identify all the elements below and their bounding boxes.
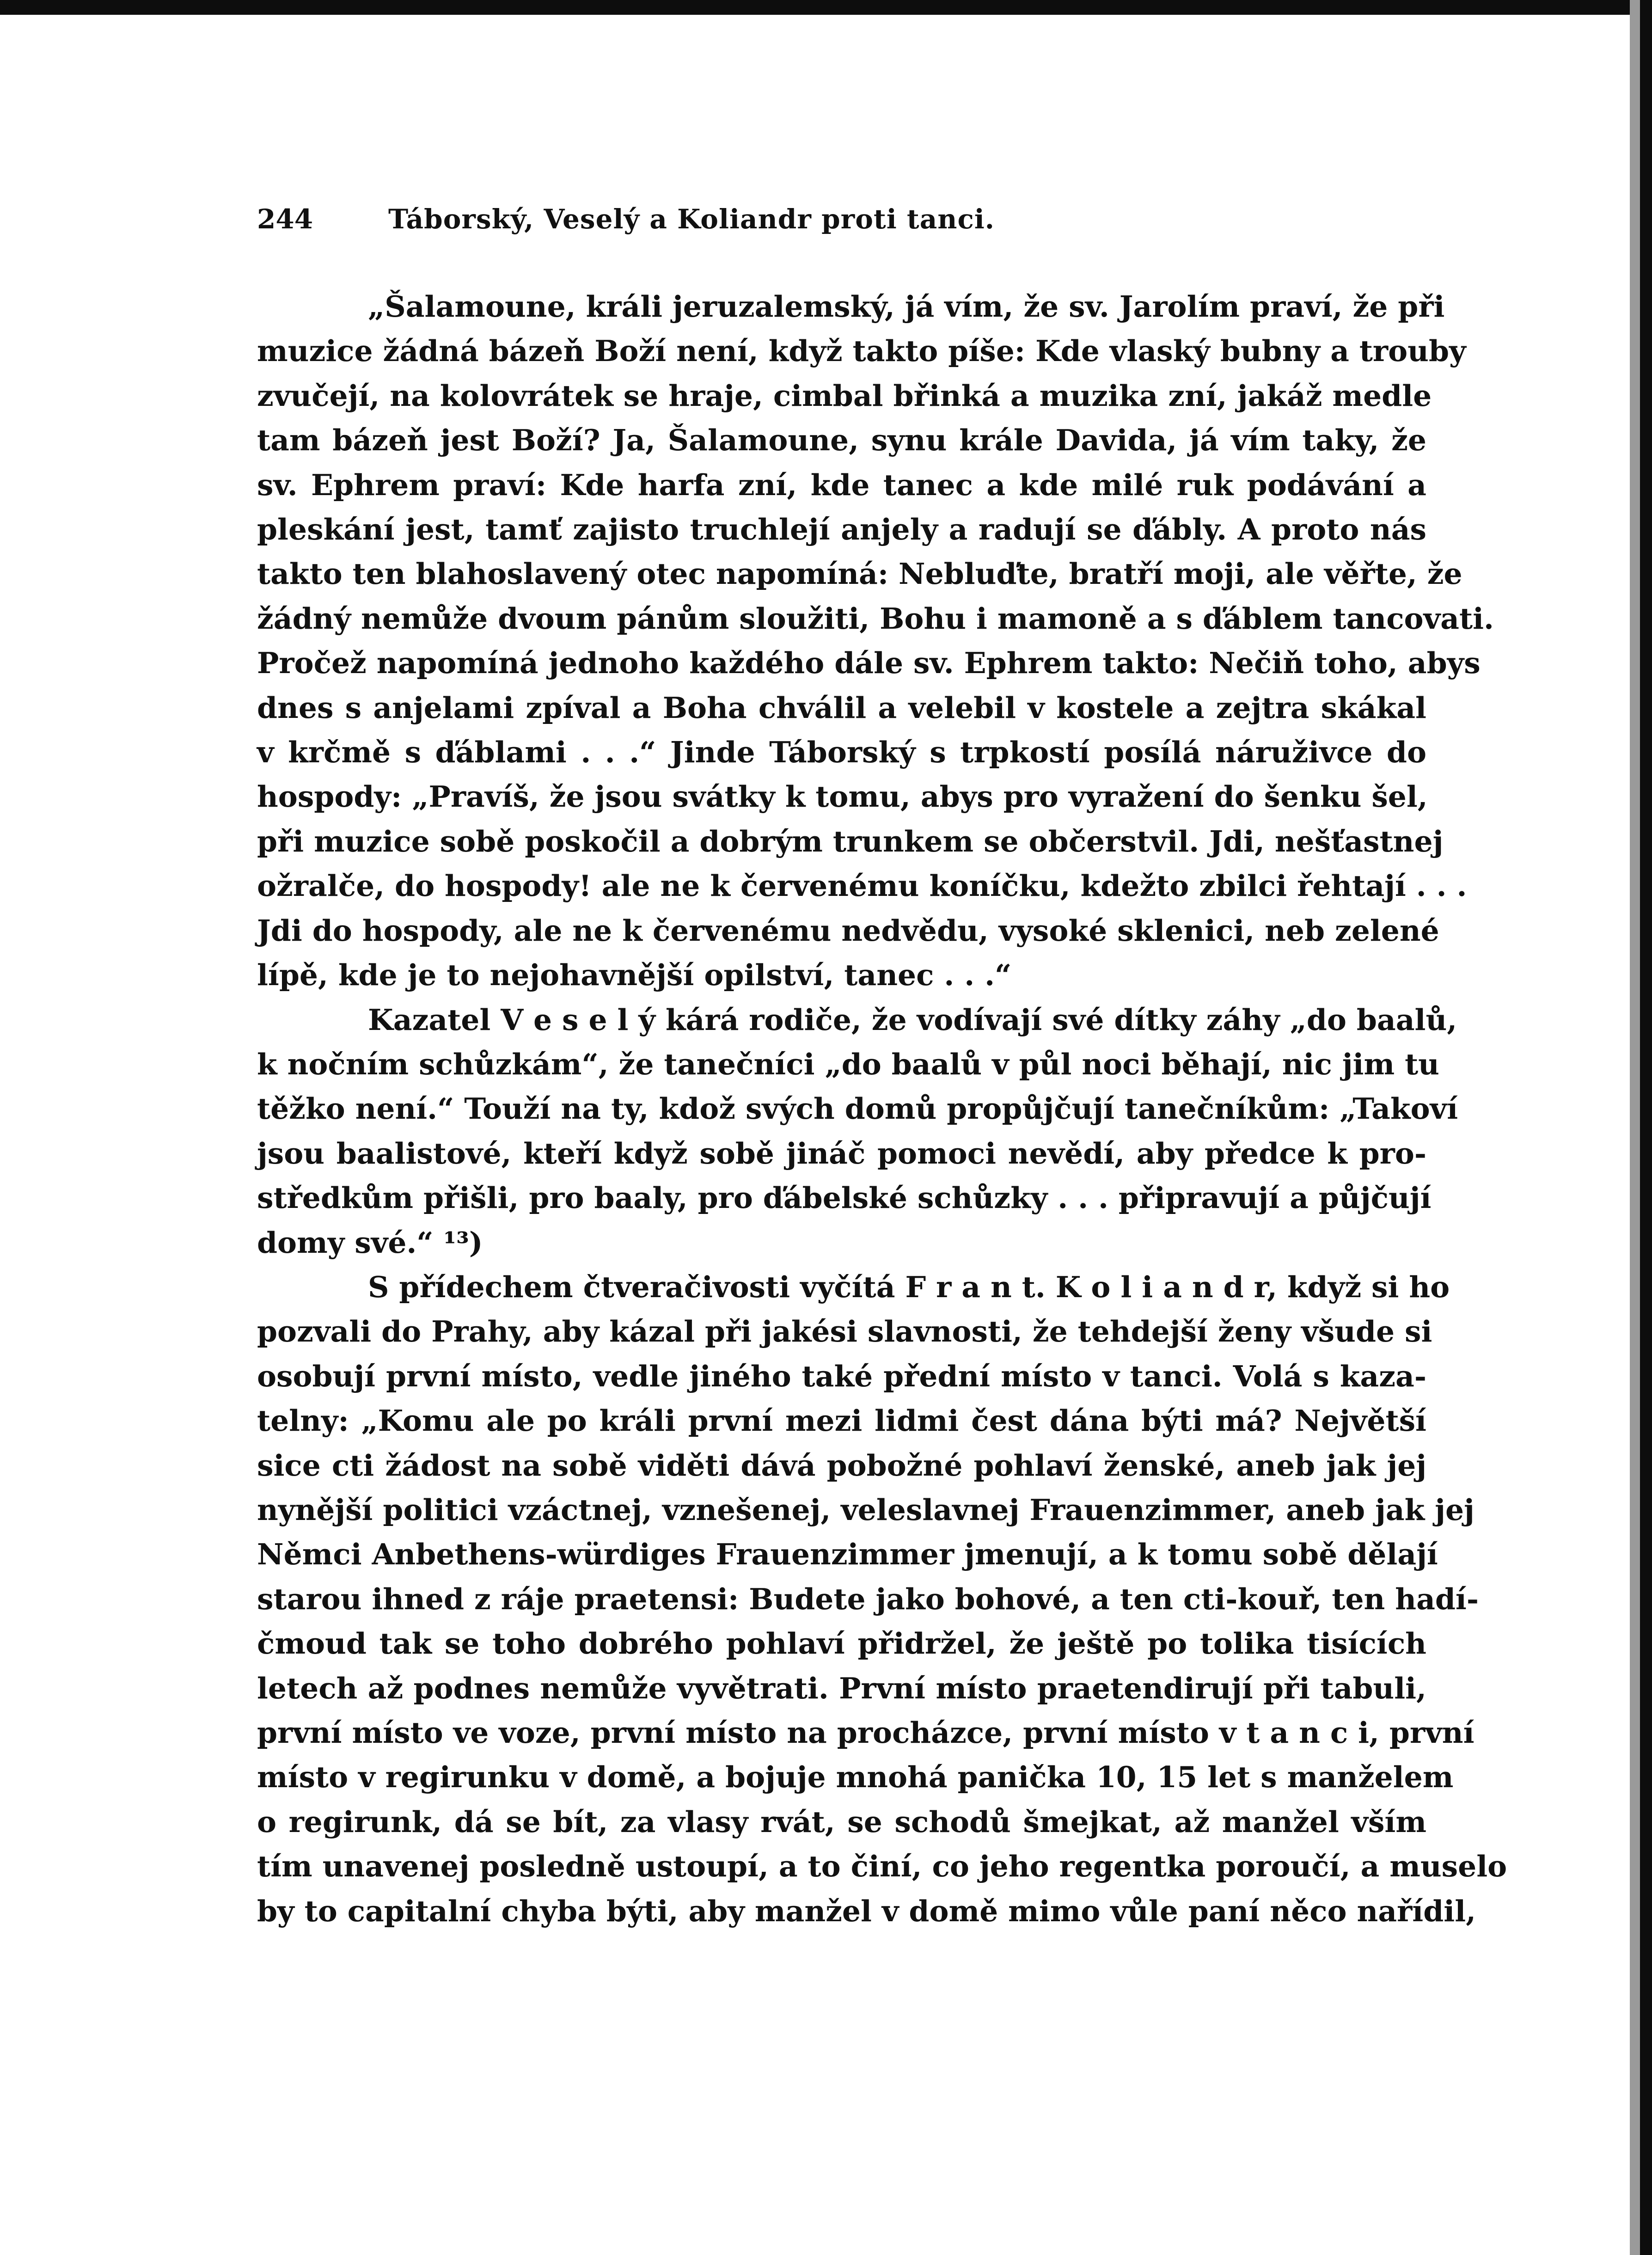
paragraph: [257, 284, 1494, 998]
text-line: o regirunk, dá se bít, za vlasy rvát, se schodů šmejkat, až manžel vším: [257, 1804, 1426, 1839]
text-line: první místo ve voze, první místo na procházce, první místo v t a n c i, první: [257, 1716, 1475, 1750]
text-line: osobují první místo, vedle jiného také přední místo v tanci. Volá s kaza-: [257, 1359, 1426, 1393]
text-line: hospody: „Pravíš, že jsou svátky k tomu, abys pro vyražení do šenku šel,: [257, 779, 1428, 814]
scan-edge-right: [1640, 0, 1652, 2255]
scan-edge-top: [0, 0, 1652, 15]
text-line: domy své.“ ¹³): [257, 1225, 483, 1260]
text-line: „Šalamoune, králi jeruzalemský, já vím, že sv. Jarolím praví, že při: [368, 289, 1445, 324]
text-line: čmoud tak se toho dobrého pohlaví přidržel, že ještě po tolika tisících: [257, 1626, 1426, 1661]
text-line: Pročež napomíná jednoho každého dále sv. Ephrem takto: Nečiň toho, abys: [257, 646, 1481, 680]
text-line: žádný nemůže dvoum pánům sloužiti, Bohu i mamoně a s ďáblem tancovati.: [257, 601, 1494, 636]
text-line: středkům přišli, pro baaly, pro ďábelské schůzky . . . připravují a půjčují: [257, 1181, 1432, 1215]
text-line: Kazatel V e s e l ý kárá rodiče, že vodívají své dítky záhy „do baalů,: [368, 1002, 1457, 1037]
text-line: tam bázeň jest Boží? Ja, Šalamoune, synu krále Davida, já vím taky, že: [257, 423, 1426, 458]
text-line: nynější politici vzáctnej, vznešenej, veleslavnej Frauenzimmer, aneb jak jej: [257, 1492, 1475, 1527]
text-line: telny: „Komu ale po králi první mezi lidmi čest dána býti má? Největší: [257, 1403, 1426, 1438]
body-text: [257, 284, 1507, 1933]
page-number: 244: [257, 203, 313, 235]
text-line: S přídechem čtveračivosti vyčítá F r a n t. K o l i a n d r, když si ho: [368, 1269, 1450, 1304]
text-line: těžko není.“ Touží na ty, kdož svých domů propůjčují tanečníkům: „Takoví: [257, 1091, 1458, 1126]
text-line: pleskání jest, tamť zajisto truchlejí anjely a radují se ďábly. A proto nás: [257, 512, 1426, 547]
text-line: dnes s anjelami zpíval a Boha chválil a velebil v kostele a zejtra skákal: [257, 690, 1426, 725]
text-line: lípě, kde je to nejohavnější opilství, tanec . . .“: [257, 958, 1012, 993]
text-line: Jdi do hospody, ale ne k červenému nedvědu, vysoké sklenici, neb zelené: [257, 913, 1439, 948]
paragraph: [257, 1265, 1507, 1933]
page-header: [257, 203, 1126, 240]
text-line: v krčmě s ďáblami . . .“ Jinde Táborský s trpkostí posílá náruživce do: [257, 735, 1426, 770]
text-line: ožralče, do hospody! ale ne k červenému koníčku, kdežto zbilci řehtají . . .: [257, 869, 1467, 903]
text-line: zvučejí, na kolovrátek se hraje, cimbal břinká a muzika zní, jakáž medle: [257, 378, 1432, 413]
text-line: by to capitalní chyba býti, aby manžel v domě mimo vůle paní něco nařídil,: [257, 1893, 1476, 1928]
text-line: tím unavenej posledně ustoupí, a to činí, co jeho regentka poroučí, a muselo: [257, 1849, 1507, 1884]
text-line: sv. Ephrem praví: Kde harfa zní, kde tanec a kde milé ruk podávání a: [257, 467, 1426, 502]
paragraph: [257, 998, 1458, 1265]
text-line: k nočním schůzkám“, že tanečníci „do baalů v půl noci běhají, nic jim tu: [257, 1047, 1439, 1081]
text-line: Němci Anbethens-würdiges Frauenzimmer jmenují, a k tomu sobě dělají: [257, 1537, 1438, 1572]
text-line: pozvali do Prahy, aby kázal při jakési slavnosti, že tehdejší ženy všude si: [257, 1314, 1432, 1349]
running-title: Táborský, Veselý a Koliandr proti tanci.: [388, 203, 995, 235]
text-line: muzice žádná bázeň Boží není, když takto píše: Kde vlaský bubny a trouby: [257, 334, 1466, 368]
text-line: takto ten blahoslavený otec napomíná: Nebluďte, bratří moji, ale věřte, že: [257, 557, 1462, 591]
text-line: starou ihned z ráje praetensi: Budete jako bohové, a ten cti-kouř, ten hadí-: [257, 1581, 1479, 1616]
scan-edge-right-shadow: [1630, 0, 1640, 2255]
text-line: místo v regirunku v domě, a bojuje mnohá panička 10, 15 let s manželem: [257, 1760, 1454, 1795]
text-line: sice cti žádost na sobě viděti dává pobožné pohlaví ženské, aneb jak jej: [257, 1448, 1426, 1483]
text-line: při muzice sobě poskočil a dobrým trunkem se občerstvil. Jdi, nešťastnej: [257, 824, 1444, 858]
text-line: letech až podnes nemůže vyvětrati. První místo praetendirují při tabuli,: [257, 1671, 1426, 1705]
text-line: jsou baalistové, kteří když sobě jináč pomoci nevědí, aby předce k pro-: [257, 1136, 1426, 1170]
